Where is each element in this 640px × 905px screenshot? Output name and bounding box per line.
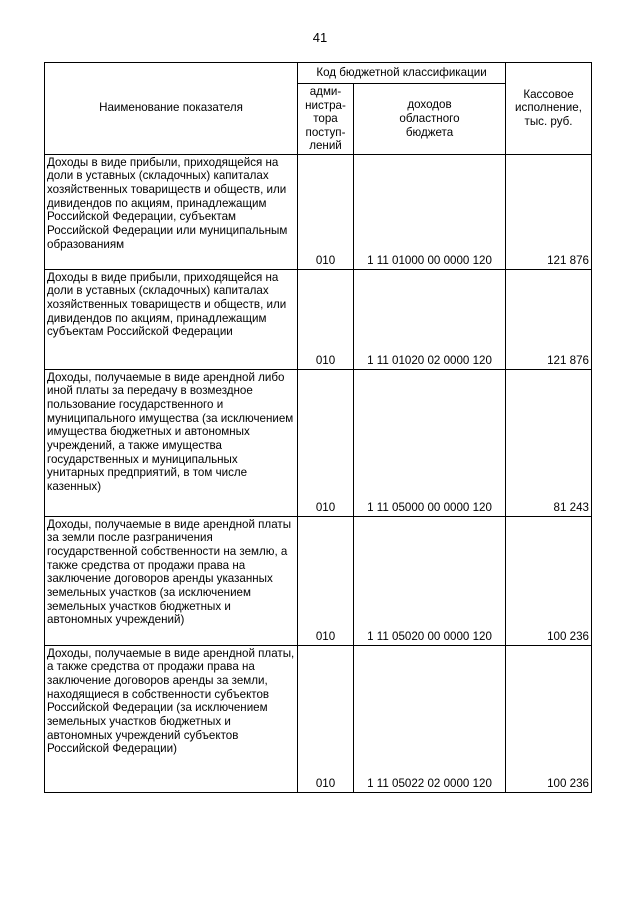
header-cash-execution (506, 63, 592, 155)
indicator-name: Доходы в виде прибыли, приходящейся на доли в уставных (складочных) капиталах хозяйственных товариществ и обществ, или дивидендов по акциям, принадлежащим Российской Федерации, субъектам Российской Федерации или муниципальным образованиям (47, 155, 288, 251)
header-indicator-name: Наименование показателя (45, 63, 298, 155)
income-code-cell: 1 11 05022 02 0000 120 (354, 645, 506, 792)
header-amount-line: исполнение, (515, 101, 582, 115)
income-code-cell: 1 11 05020 00 0000 120 (354, 516, 506, 645)
income-code-cell: 1 11 01020 02 0000 120 (354, 269, 506, 369)
header-admin-line: нистра- (305, 98, 346, 112)
header-income-line: областного (399, 111, 460, 125)
indicator-name-cell (45, 516, 298, 645)
income-code-cell: 1 11 01000 00 0000 120 (354, 154, 506, 269)
admin-code-cell: 010 (298, 645, 354, 792)
admin-code-cell: 010 (298, 154, 354, 269)
header-income-line: доходов (407, 98, 452, 112)
indicator-name: Доходы, получаемые в виде арендной либо иной платы за передачу в возмездное пользование государственного и муниципального имущества (за исключением имущества бюджетных и автономных учреждений, а также имущества государственных и муниципальных унитарных предприятий, в том числе казенных) (47, 370, 294, 494)
header-admin-line: адми- (309, 85, 342, 98)
table-row (45, 516, 592, 645)
table-row (45, 369, 592, 516)
indicator-name-cell (45, 269, 298, 369)
amount-cell: 121 876 (506, 154, 592, 269)
header-admin-line: лений (309, 139, 342, 152)
indicator-name: Доходы, получаемые в виде арендной платы за земли после разграничения государственной собственности на землю, а также средства от продажи права на заключение договоров аренды указанных земельных участков (за исключением земельных участков бюджетных и автономных учреждений) (47, 517, 292, 627)
amount-cell: 121 876 (506, 269, 592, 369)
table-row (45, 154, 592, 269)
page-number: 41 (312, 30, 328, 45)
table-row (45, 269, 592, 369)
indicator-name-cell (45, 154, 298, 269)
amount-cell: 81 243 (506, 369, 592, 516)
header-income-line: бюджета (405, 125, 454, 139)
indicator-name: Доходы, получаемые в виде арендной платы, а также средства от продажи права на заключение договоров аренды за земли, находящиеся в собственности субъектов Российской Федерации (за исключением земельных участков бюджетных и автономных учреждений субъектов Российской Федерации) (47, 646, 295, 756)
header-classification-code: Код бюджетной классификации (298, 63, 506, 84)
admin-code-cell: 010 (298, 369, 354, 516)
table-row (45, 645, 592, 792)
budget-classification-table (44, 62, 592, 793)
header-amount-line: Кассовое (523, 87, 574, 101)
indicator-name-cell (45, 645, 298, 792)
admin-code-cell: 010 (298, 516, 354, 645)
header-regional-income (354, 84, 506, 155)
amount-cell: 100 236 (506, 516, 592, 645)
header-administrator (298, 84, 354, 155)
header-admin-line: тора (313, 112, 338, 125)
header-admin-line: поступ- (305, 125, 346, 139)
indicator-name-cell (45, 369, 298, 516)
indicator-name: Доходы в виде прибыли, приходящейся на доли в уставных (складочных) капиталах хозяйственных товариществ и обществ, или дивидендов по акциям, принадлежащим субъектам Российской Федерации (47, 270, 287, 339)
admin-code-cell: 010 (298, 269, 354, 369)
income-code-cell: 1 11 05000 00 0000 120 (354, 369, 506, 516)
amount-cell: 100 236 (506, 645, 592, 792)
header-amount-line: тыс. руб. (524, 115, 573, 129)
